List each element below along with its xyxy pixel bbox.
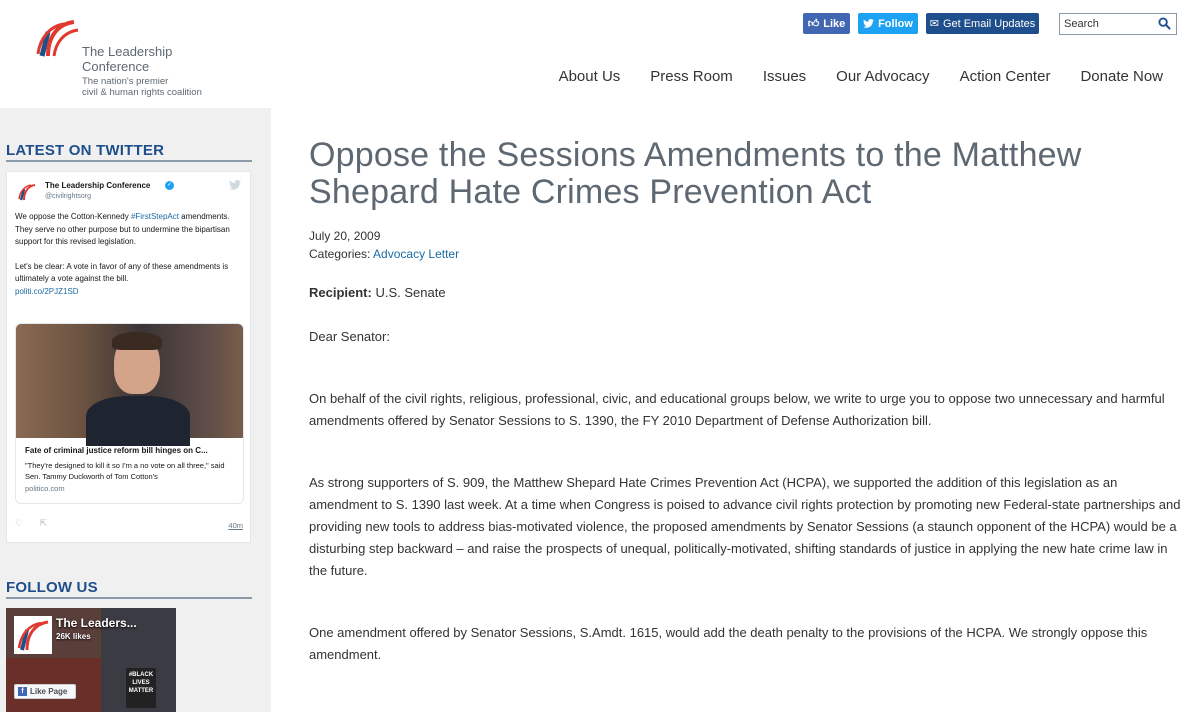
tweet-text-post: amendments. They serve no other purpose but to undermine the bipartisan support for this revised legislation. [15, 212, 230, 246]
org-name-line1: The Leadership [82, 44, 173, 59]
tweet-text-line2: Let's be clear: A vote in favor of any of these amendments is ultimately a vote against the bill. [15, 261, 229, 283]
tweet-actions [15, 518, 47, 529]
tweet-avatar[interactable] [17, 182, 37, 202]
twitter-heading: LATEST ON TWITTER [6, 142, 252, 162]
nav-issues[interactable]: Issues [762, 68, 807, 85]
fb-page-logo-icon[interactable] [14, 616, 52, 654]
verified-badge-icon: ✓ [166, 182, 173, 188]
tweet-card[interactable] [6, 171, 251, 543]
fb-cover-sign: #BLACK LIVES MATTER [126, 668, 156, 708]
nav-our-advocacy[interactable]: Our Advocacy [836, 68, 930, 85]
org-tagline [82, 76, 202, 98]
article [309, 137, 1181, 666]
tweet-card-domain: politico.com [25, 484, 65, 493]
thumbs-up-icon: 👍︎ [807, 18, 820, 30]
tweet-card-photo [16, 324, 244, 438]
nav-press-room[interactable]: Press Room [650, 68, 733, 85]
nav-donate-now[interactable]: Donate Now [1080, 68, 1163, 85]
tweet-link[interactable]: politi.co/2PJZ1SD [15, 286, 79, 296]
paragraph-2: As strong supporters of S. 909, the Matthew Shepard Hate Crimes Prevention Act (HCPA), we supported the addition of this legislation as an amendment to S. 1390 last week. At a time when Congress is poised to advance civil rights protection by promoting new Federal-state partnerships and providing new tools to address bias-motivated violence, the proposed amendments by Senator Sessions (a staunch opponent of the HCPA) would be a disturbing step backward – and raise the prospects of unequal, politically-motivated, shifting standards of justice in applying the new hate crime law in the future. [309, 475, 1181, 578]
share-icon[interactable]: ⇱ [39, 518, 48, 528]
search-input[interactable] [1060, 18, 1158, 30]
tweet-handle[interactable]: @civilrightsorg [45, 193, 92, 200]
follow-label: Follow [878, 17, 913, 30]
like-label: Like [823, 17, 846, 30]
page-title: Oppose the Sessions Amendments to the Matthew Shepard Hate Crimes Prevention Act [309, 136, 1082, 211]
category-link[interactable]: Advocacy Letter [373, 247, 460, 261]
paragraph-1: On behalf of the civil rights, religious, professional, civic, and educational groups below, we write to urge you to oppose two unnecessary and harmful amendments offered by Senator Sessions to S. 1390, the FY 2010 Department of Defense Authorization bill. [309, 391, 1165, 428]
paragraph-3: One amendment offered by Senator Sessions, S.Amdt. 1615, would add the death penalty to the provisions of the HCPA. We strongly oppose this amendment. [309, 625, 1148, 662]
fb-page-title[interactable]: The Leaders... [56, 616, 137, 630]
envelope-icon: ✉︎ [929, 18, 939, 30]
recipient-label: Recipient: [309, 285, 372, 300]
tweet-text [15, 211, 235, 298]
tagline-line1: The nation's premier [82, 76, 169, 87]
fb-like-page-button[interactable] [14, 684, 76, 699]
twitter-follow-button[interactable] [858, 13, 918, 34]
facebook-icon: f [18, 687, 27, 696]
sidebar [0, 108, 271, 712]
article-meta [309, 227, 1181, 263]
email-updates-button[interactable] [926, 13, 1039, 34]
photo-hair [112, 332, 162, 350]
article-date: July 20, 2009 [309, 229, 381, 243]
salutation: Dear Senator: [309, 329, 390, 344]
categories-label: Categories: [309, 247, 374, 261]
facebook-like-button[interactable] [803, 13, 850, 34]
tagline-line2: civil & human rights coalition [82, 87, 202, 98]
article-categories [309, 245, 1181, 263]
org-name [82, 44, 172, 74]
recipient-value: U.S. Senate [371, 285, 446, 300]
recipient-line [309, 282, 1181, 304]
facebook-page-widget[interactable] [6, 608, 176, 712]
email-label: Get Email Updates [942, 17, 1036, 30]
main-nav [529, 68, 1163, 85]
tweet-card-title: Fate of criminal justice reform bill hinges on C... [25, 446, 208, 455]
tweet-link-card[interactable] [15, 323, 244, 504]
search-icon[interactable] [1158, 17, 1171, 30]
org-name-line2: Conference [82, 59, 150, 74]
follow-heading: FOLLOW US [6, 579, 252, 599]
like-page-label: Like Page [30, 687, 68, 696]
fb-like-count: 26K likes [56, 632, 91, 641]
site-logo[interactable] [34, 18, 234, 103]
twitter-bird-icon [863, 19, 874, 28]
tweet-hashtag[interactable]: #FirstStepAct [130, 212, 179, 221]
tweet-timestamp[interactable]: 40m [228, 521, 243, 530]
nav-about-us[interactable]: About Us [558, 68, 621, 85]
photo-suit [86, 396, 190, 446]
tweet-card-description: "They're designed to kill it so I'm a no vote on all three," said Sen. Tammy Duckworth of Tom Cotton's [25, 461, 225, 481]
logo-mark-icon [34, 18, 80, 58]
tweet-author[interactable]: The Leadership Conference [45, 181, 151, 190]
search-box [1059, 13, 1177, 35]
tweet-text-pre: We oppose the Cotton-Kennedy [15, 212, 131, 221]
heart-icon[interactable]: ♡ [15, 518, 24, 528]
nav-action-center[interactable]: Action Center [959, 68, 1051, 85]
twitter-logo-icon[interactable] [229, 180, 241, 190]
